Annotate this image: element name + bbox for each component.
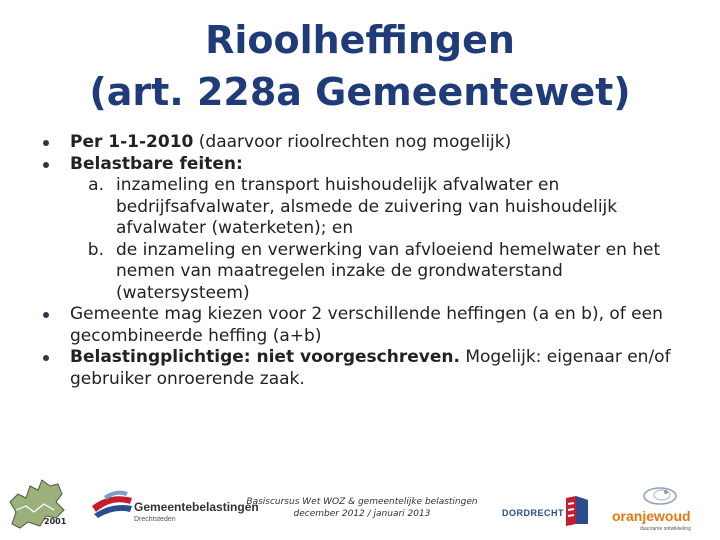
bullet-text: gecombineerde heffing (a+b) (70, 325, 322, 346)
sub-line: (watersysteem) (116, 282, 250, 303)
bullet-dot-icon (43, 140, 49, 146)
region-map-logo (6, 472, 70, 532)
bullet-dot-icon (43, 355, 49, 361)
dordrecht-flag-icon (562, 494, 592, 528)
sub-letter: b. (87, 239, 104, 260)
bullet-text: gebruiker onroerende zaak. (70, 368, 305, 389)
sub-item-a (14, 175, 704, 240)
title-line-1: Rioolheffingen (205, 18, 515, 62)
sub-line: bedrijfsafvalwater, alsmede de zuivering van huishoudelijk (116, 196, 618, 217)
gemeentebelastingen-logo-name: Gemeentebelastingen (134, 500, 259, 514)
footer-course-text (246, 496, 478, 520)
oranjewoud-logo-name: oranjewoud (612, 508, 691, 524)
bullet-bold-text: Belastbare feiten: (70, 153, 243, 174)
sub-item-b (14, 240, 704, 305)
svg-text:2001: 2001 (44, 517, 67, 526)
bullet-text: Gemeente mag kiezen voor 2 verschillende heffingen (a en b), of een (70, 304, 663, 324)
bullet-item (14, 347, 704, 390)
gemeentebelastingen-logo-sub: Drechtsteden (134, 516, 176, 523)
bullet-dot-icon (43, 312, 49, 318)
bullet-bold-text: Per 1-1-2010 (70, 132, 194, 152)
sub-line: nemen van maatregelen inzake de grondwaterstand (116, 261, 563, 281)
bullet-dot-icon (43, 162, 49, 168)
bullet-item (14, 154, 704, 176)
sub-line: de inzameling en verwerking van afvloeiend hemelwater en het (116, 239, 661, 260)
slide-footer (0, 470, 720, 540)
dordrecht-logo-name: DORDRECHT (502, 508, 564, 518)
title-line-2: (art. 228a Gemeentewet) (89, 70, 631, 114)
bullet-item (14, 132, 704, 154)
bullet-item (14, 304, 704, 347)
oranjewoud-swirl-icon (640, 484, 680, 508)
slide-title (0, 14, 720, 118)
sub-line: afvalwater (waterketen); en (116, 218, 354, 238)
footer-line: Basiscursus Wet WOZ & gemeentelijke belastingen (246, 497, 478, 507)
bullet-text: (daarvoor rioolrechten nog mogelijk) (193, 132, 512, 152)
gemeentebelastingen-logo-icon (90, 488, 134, 520)
sub-letter: a. (88, 175, 104, 195)
slide-body (14, 132, 704, 390)
sub-line: inzameling en transport huishoudelijk afvalwater en (116, 175, 560, 195)
bullet-text: Mogelijk: eigenaar en/of (459, 347, 671, 367)
footer-line: december 2012 / januari 2013 (293, 509, 431, 519)
oranjewoud-logo-sub: duurzame ontwikkeling (640, 526, 691, 532)
bullet-bold-text: Belastingplichtige: niet voorgeschreven. (70, 347, 460, 367)
